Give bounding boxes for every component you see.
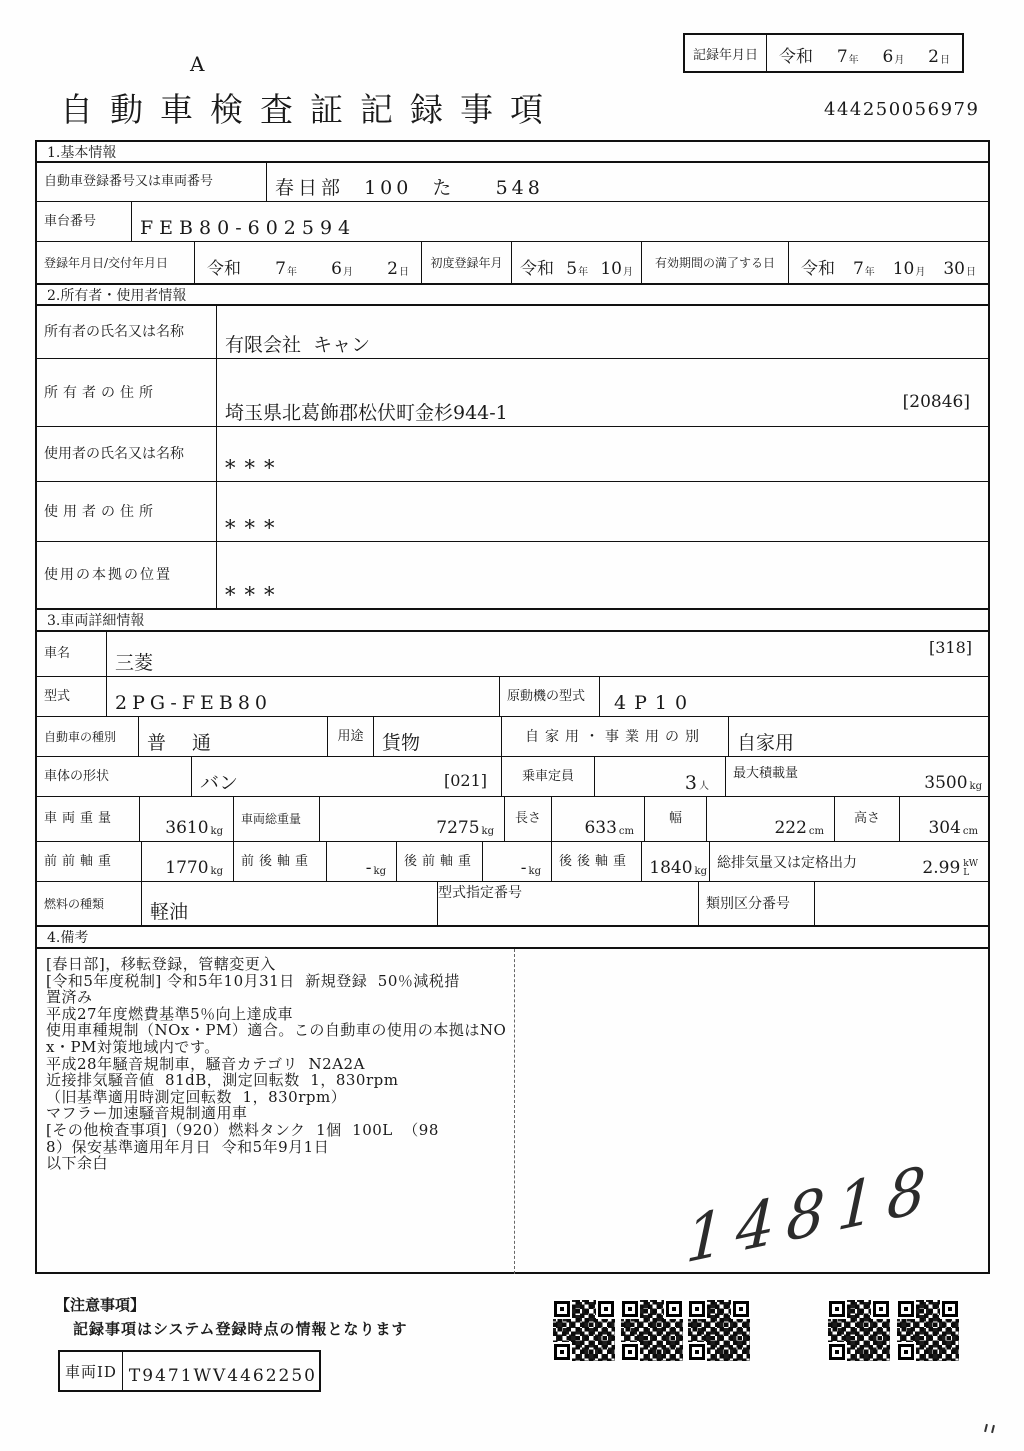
section-heading-text: 3.車両詳細情報: [47, 613, 145, 629]
body-shape-cell: [192, 757, 502, 796]
day-unit: 日: [939, 55, 950, 66]
user-name-label: 使用者の氏名又は名称: [37, 427, 217, 481]
private-business-label: 自家用・事業用の別: [502, 717, 729, 756]
remark-line: 置済み: [46, 988, 93, 1007]
max-load-number: 3500: [924, 773, 968, 793]
width-value: [707, 797, 835, 841]
table-row: [37, 797, 988, 842]
remark-line: 8）保安基準適用年月日 令和5年9月1日: [46, 1137, 330, 1156]
unit: cm: [962, 826, 978, 837]
unit-l: L: [963, 868, 970, 878]
car-name-value: 三菱: [115, 652, 154, 674]
table-row: [37, 717, 988, 757]
category-label: 自動車の種別: [37, 717, 139, 756]
max-load-cell: [726, 757, 988, 796]
day: 30: [943, 259, 965, 279]
stray-pen-mark: [985, 1424, 999, 1436]
displacement-output-label: 総排気量又は定格出力: [717, 855, 857, 871]
remark-line: x・PM対策地域内です。: [46, 1037, 220, 1056]
remark-line: 使用車種規制（NOx・PM）適合。この自動車の使用の本拠はNO: [46, 1021, 507, 1040]
month-unit: 月: [915, 267, 926, 278]
rear-rear-axle-value: [642, 842, 710, 881]
engine-model-label: 原動機の型式: [500, 677, 600, 716]
width-label: 幅: [645, 797, 707, 841]
era: 令和: [520, 259, 554, 279]
front-front-axle-value: [142, 842, 234, 881]
table-row: [37, 632, 988, 677]
user-address-label: 使用者の住所: [37, 482, 217, 541]
number: 7275: [436, 818, 480, 838]
remark-line: 近接排気騒音値 81dB，測定回転数 1，830rpm: [46, 1071, 399, 1090]
section-heading-owner: [37, 285, 988, 306]
qr-code: [828, 1300, 890, 1361]
height-value: [900, 797, 988, 841]
length-label: 長さ: [505, 797, 552, 841]
unit: kg: [210, 826, 223, 837]
front-rear-axle-label: 前後軸重: [234, 842, 327, 881]
main-table: [35, 140, 990, 1278]
remarks-text-column: [37, 949, 515, 1274]
expiry-date-label: 有効期間の満了する日: [642, 242, 789, 283]
day: 2: [387, 259, 398, 279]
remark-line: （旧基準適用時測定回転数 1，830rpm）: [46, 1087, 347, 1106]
remark-line: [令和5年度税制] 令和5年10月31日 新規登録 50％減税措: [46, 971, 460, 990]
capacity-unit: 人: [699, 781, 709, 792]
unit: kg: [210, 866, 223, 877]
engine-model-value: 4P10: [614, 692, 696, 714]
table-row: [37, 359, 988, 427]
number: 3610: [165, 818, 209, 838]
front-rear-axle-value: [327, 842, 397, 881]
rear-front-axle-value: [483, 842, 552, 881]
table-row: [37, 757, 988, 797]
table-row: [37, 482, 988, 542]
table-row: [37, 242, 988, 285]
unit-kw: kW: [963, 859, 978, 869]
remarks-right-column: [515, 949, 988, 1278]
handwritten-number: 14818: [684, 1149, 939, 1278]
capacity-number: 3: [684, 772, 697, 794]
capacity-value: [595, 757, 726, 796]
month-unit: 月: [343, 267, 353, 278]
unit: kg: [694, 866, 707, 877]
serial-number: 444250056979: [824, 99, 980, 120]
table-row: [37, 306, 988, 359]
type-approval-label: 型式指定番号: [438, 885, 522, 901]
section-heading-text: 2.所有者・使用者情報: [47, 287, 187, 304]
owner-address-value: 埼玉県北葛飾郡松伏町金杉944-1: [225, 402, 508, 424]
category-value: 普通: [139, 717, 328, 756]
notice-text: 記録事項はシステム登録時点の情報となります: [73, 1320, 408, 1338]
max-load-label: 最大積載量: [733, 766, 799, 781]
unit: cm: [808, 826, 824, 837]
year: 7: [836, 47, 848, 67]
page-title: 自動車検査証記録事項: [60, 90, 560, 129]
corner-letter: A: [190, 52, 205, 76]
table-row: [37, 542, 988, 610]
max-load-value: [924, 773, 982, 793]
year-unit: 年: [578, 267, 589, 278]
unit: cm: [618, 826, 634, 837]
month: 6: [331, 259, 342, 279]
first-registration-label: 初度登録年月: [422, 242, 512, 283]
gross-weight-label: 車両総重量: [234, 797, 320, 841]
table-row: [37, 163, 988, 202]
first-registration-value: [512, 242, 642, 283]
remark-line: 以下余白: [46, 1154, 109, 1173]
number: -: [365, 858, 372, 878]
model-value: 2PG-FEB80: [107, 677, 500, 716]
section-heading-vehicle: [37, 610, 988, 632]
chassis-number-label: 車台番号: [37, 202, 132, 241]
table-row: [37, 842, 988, 882]
gross-weight-value: [320, 797, 505, 841]
vehicle-id-box: [58, 1350, 321, 1392]
section-heading-text: 4.備考: [47, 930, 89, 946]
use-label: 用途: [328, 717, 374, 756]
table-row: [37, 677, 988, 717]
classification-number-value: [815, 882, 988, 925]
base-location-label: 使用の本拠の位置: [37, 542, 217, 608]
length-value: [552, 797, 645, 841]
owner-name-label: 所有者の氏名又は名称: [37, 306, 217, 358]
number: 1840: [649, 858, 693, 878]
year-unit: 年: [287, 267, 297, 278]
body-shape-code: [021]: [443, 771, 487, 790]
rear-front-axle-label: 後前軸重: [397, 842, 483, 881]
month-unit: 月: [894, 55, 905, 66]
remark-line: 平成28年騒音規制車，騒音カテゴリ N2A2A: [46, 1054, 365, 1073]
base-location-value: ***: [225, 583, 284, 607]
user-address-value: ***: [225, 516, 284, 540]
registration-date-value: [195, 242, 422, 283]
section-heading-remarks: [37, 927, 988, 949]
user-name-value: ***: [225, 456, 284, 480]
owner-address-label: 所有者の住所: [37, 359, 217, 426]
use-value: 貨物: [374, 717, 502, 756]
type-approval-cell: [438, 882, 699, 925]
number: 633: [584, 818, 617, 838]
car-name-code: [318]: [928, 638, 972, 657]
rear-rear-axle-label: 後後軸重: [552, 842, 642, 881]
era: 令和: [801, 259, 835, 279]
qr-code: [897, 1300, 959, 1361]
owner-address-code: [20846]: [902, 392, 970, 412]
month-unit: 月: [623, 267, 633, 278]
year-unit: 年: [864, 267, 875, 278]
number: 2.99: [922, 858, 961, 878]
reg-number-value: 春日部 100 た 548: [275, 177, 544, 199]
section-heading-basic: [37, 142, 988, 163]
day-unit: 日: [965, 267, 976, 278]
owner-name-value: 有限会社 キャン: [225, 334, 371, 356]
vehicle-id-label: 車両ID: [60, 1352, 123, 1390]
chassis-number-value: FEB80-602594: [140, 217, 357, 239]
qr-code: [621, 1300, 683, 1361]
number: 304: [928, 818, 961, 838]
front-front-axle-label: 前前軸重: [37, 842, 142, 881]
remarks-box: [37, 949, 988, 1278]
remark-line: [春日部]，移転登録，管轄変更入: [46, 955, 276, 973]
table-row: [37, 202, 988, 242]
era: 令和: [779, 47, 813, 67]
year: 5: [566, 259, 578, 279]
capacity-label: 乗車定員: [502, 757, 595, 796]
table-row: [37, 882, 988, 927]
number: 222: [774, 818, 807, 838]
unit: kg: [481, 826, 494, 837]
expiry-date-value: [789, 242, 988, 283]
reg-number-label: 自動車登録番号又は車両番号: [37, 163, 267, 201]
table-row: [37, 427, 988, 482]
displacement-output-cell: [710, 842, 988, 881]
section-heading-text: 1.基本情報: [47, 144, 117, 161]
max-load-unit: kg: [969, 781, 982, 792]
qr-code: [688, 1300, 750, 1361]
model-label: 型式: [37, 677, 107, 716]
year: 7: [852, 259, 864, 279]
month: 6: [882, 47, 894, 67]
day-unit: 日: [399, 267, 409, 278]
car-name-cell: [107, 632, 988, 676]
qr-code: [553, 1300, 615, 1361]
unit: kg: [528, 866, 541, 877]
vehicle-weight-value: [140, 797, 234, 841]
day: 2: [928, 47, 939, 67]
record-date-label: 記録年月日: [685, 35, 767, 71]
body-shape-label: 車体の形状: [37, 757, 192, 796]
month: 10: [600, 259, 622, 279]
owner-address-cell: [217, 359, 988, 426]
year: 7: [275, 259, 286, 279]
remark-line: マフラー加速騒音規制適用車: [46, 1104, 248, 1123]
era: 令和: [207, 259, 241, 279]
classification-number-label: 類別区分番号: [699, 882, 815, 925]
height-label: 高さ: [835, 797, 900, 841]
displacement-output-value: [922, 858, 978, 878]
number: -: [520, 858, 527, 878]
month: 10: [892, 259, 915, 279]
registration-date-label: 登録年月日/交付年月日: [37, 242, 195, 283]
remark-line: 平成27年度燃費基準5％向上達成車: [46, 1004, 294, 1023]
record-date-value: [767, 35, 962, 71]
vehicle-weight-label: 車両重量: [37, 797, 140, 841]
record-date-box: [683, 33, 964, 73]
remark-line: [その他検査事項]（920）燃料タンク 1個 100L （98: [46, 1120, 439, 1139]
fuel-type-value: 軽油: [142, 882, 438, 925]
car-name-label: 車名: [37, 632, 107, 676]
vehicle-id-value: T9471WV4462250: [128, 1366, 317, 1386]
unit: kg: [373, 866, 386, 877]
number: 1770: [165, 858, 209, 878]
notice-heading: 【注意事項】: [55, 1296, 146, 1314]
private-business-value: 自家用: [737, 732, 795, 754]
fuel-type-label: 燃料の種類: [37, 882, 142, 925]
year-unit: 年: [848, 55, 859, 66]
body-shape-value: バン: [200, 772, 239, 794]
